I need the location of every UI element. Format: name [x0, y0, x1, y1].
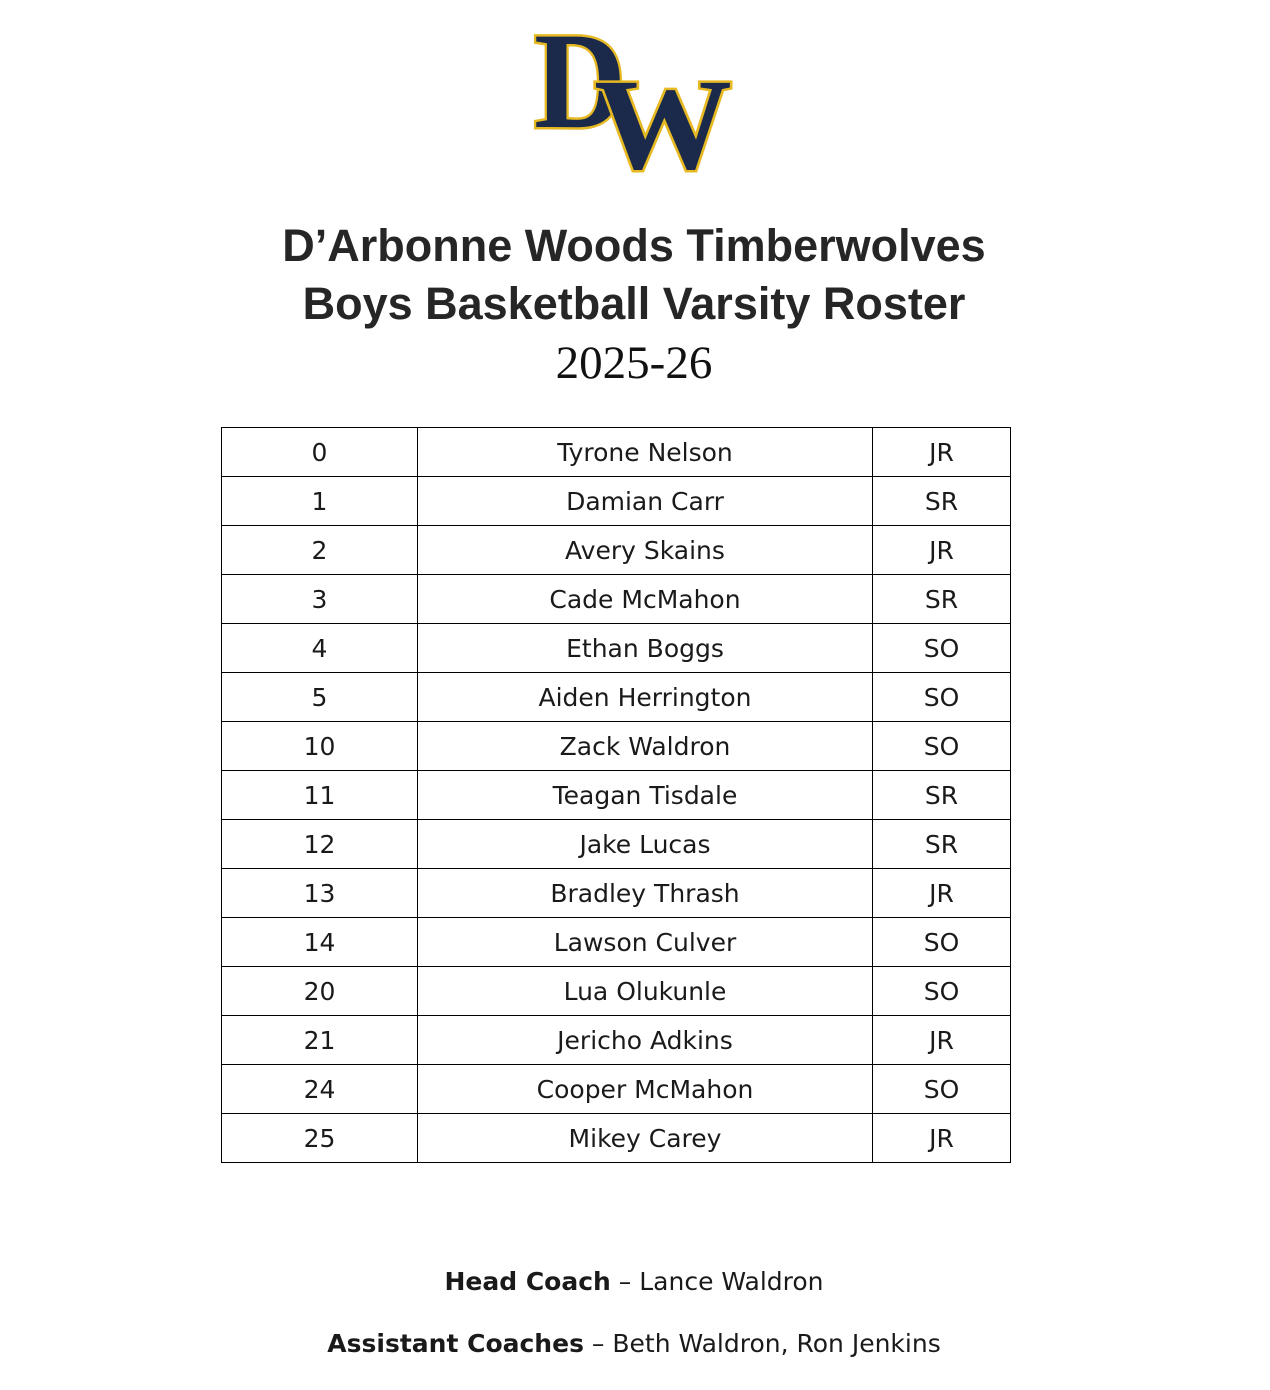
roster-title: Boys Basketball Varsity Roster — [302, 278, 966, 329]
table-row — [222, 1016, 1011, 1065]
table-row — [222, 526, 1011, 575]
svg-text:W: W — [594, 53, 732, 176]
player-number: 20 — [222, 967, 418, 1016]
roster-table — [221, 427, 1011, 1163]
player-name: Zack Waldron — [418, 722, 873, 771]
player-number: 3 — [222, 575, 418, 624]
dw-logo — [532, 14, 736, 176]
assistant-coaches-separator: – — [583, 1329, 613, 1358]
head-coach-line — [0, 1266, 1268, 1298]
table-row — [222, 1114, 1011, 1163]
player-number: 25 — [222, 1114, 418, 1163]
table-row — [222, 771, 1011, 820]
svg-text:D: D — [534, 14, 626, 157]
player-number: 24 — [222, 1065, 418, 1114]
table-row — [222, 477, 1011, 526]
player-name: Cade McMahon — [418, 575, 873, 624]
player-class: SO — [873, 918, 1011, 967]
player-class: SO — [873, 673, 1011, 722]
player-number: 13 — [222, 869, 418, 918]
table-row — [222, 722, 1011, 771]
table-row — [222, 575, 1011, 624]
player-class: SO — [873, 722, 1011, 771]
player-name: Lawson Culver — [418, 918, 873, 967]
table-row — [222, 673, 1011, 722]
player-class: SR — [873, 575, 1011, 624]
player-name: Teagan Tisdale — [418, 771, 873, 820]
player-number: 14 — [222, 918, 418, 967]
player-name: Mikey Carey — [418, 1114, 873, 1163]
player-class: JR — [873, 428, 1011, 477]
player-name: Jericho Adkins — [418, 1016, 873, 1065]
assistant-coaches-line — [0, 1328, 1268, 1360]
school-name: D’Arbonne Woods Timberwolves — [282, 220, 986, 271]
player-number: 21 — [222, 1016, 418, 1065]
player-number: 4 — [222, 624, 418, 673]
player-class: JR — [873, 869, 1011, 918]
player-number: 11 — [222, 771, 418, 820]
player-name: Jake Lucas — [418, 820, 873, 869]
table-row — [222, 869, 1011, 918]
player-name: Tyrone Nelson — [418, 428, 873, 477]
player-class: SR — [873, 477, 1011, 526]
player-class: JR — [873, 526, 1011, 575]
player-number: 12 — [222, 820, 418, 869]
player-number: 0 — [222, 428, 418, 477]
player-name: Bradley Thrash — [418, 869, 873, 918]
player-class: SR — [873, 771, 1011, 820]
table-row — [222, 918, 1011, 967]
player-class: SO — [873, 967, 1011, 1016]
assistant-coaches-label: Assistant Coaches — [327, 1329, 584, 1358]
player-number: 10 — [222, 722, 418, 771]
player-number: 2 — [222, 526, 418, 575]
player-class: JR — [873, 1114, 1011, 1163]
table-row — [222, 1065, 1011, 1114]
player-number: 1 — [222, 477, 418, 526]
player-name: Damian Carr — [418, 477, 873, 526]
player-class: SO — [873, 1065, 1011, 1114]
head-coach-label: Head Coach — [444, 1267, 611, 1296]
season-year: 2025-26 — [555, 337, 713, 389]
table-row — [222, 428, 1011, 477]
head-coach-name: Lance Waldron — [639, 1267, 824, 1296]
table-row — [222, 820, 1011, 869]
table-row — [222, 967, 1011, 1016]
player-number: 5 — [222, 673, 418, 722]
table-row — [222, 624, 1011, 673]
head-coach-separator: – — [610, 1267, 640, 1296]
player-name: Lua Olukunle — [418, 967, 873, 1016]
player-name: Cooper McMahon — [418, 1065, 873, 1114]
player-class: SO — [873, 624, 1011, 673]
assistant-coaches-names: Beth Waldron, Ron Jenkins — [612, 1329, 941, 1358]
player-name: Avery Skains — [418, 526, 873, 575]
player-name: Ethan Boggs — [418, 624, 873, 673]
player-class: SR — [873, 820, 1011, 869]
player-class: JR — [873, 1016, 1011, 1065]
player-name: Aiden Herrington — [418, 673, 873, 722]
